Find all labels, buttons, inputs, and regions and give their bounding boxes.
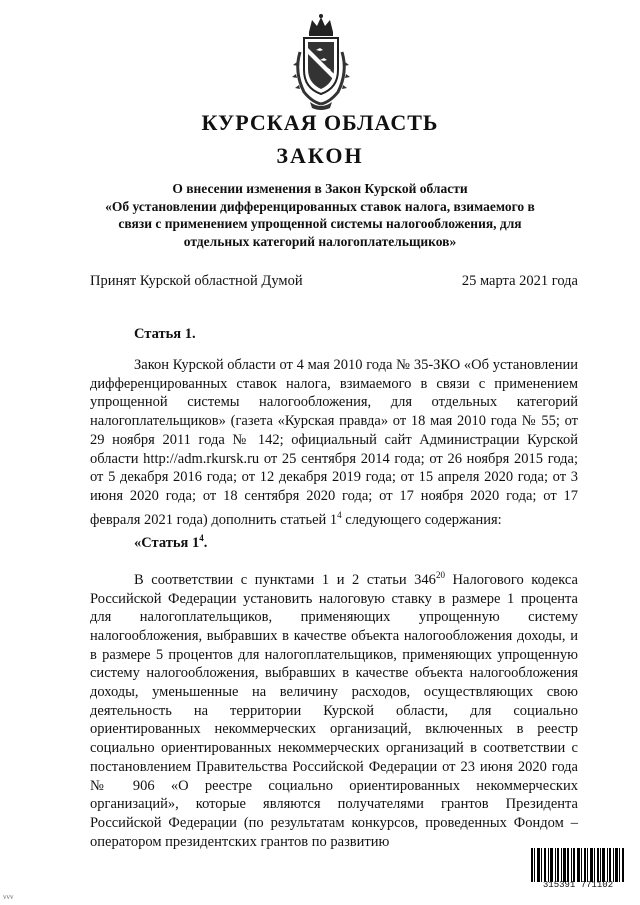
law-title-line: «Об установлении дифференцированных ставок налога, взимаемого в bbox=[105, 198, 535, 214]
barcode-number: 315391 771102 bbox=[542, 880, 614, 890]
new-article-suffix: . bbox=[203, 534, 208, 551]
adopted-by: Принят Курской областной Думой bbox=[90, 273, 303, 289]
article-paragraph-2 bbox=[90, 566, 578, 851]
law-title-line: отдельных категорий налогоплательщиков» bbox=[183, 233, 457, 249]
article-ref-number: 1 bbox=[329, 511, 338, 528]
barcode-icon bbox=[531, 848, 625, 882]
paragraph-rest: Налогового кодекса Российской Федерации установить налоговую ставку в размере 1 процента для налогоплательщиков, применяющих упрощенную систему налогообложения, выбравших в качестве объекта налогообложения доходы, и в размере 5 процентов для налогоплательщиков, применяющих упрощенную систему налогообложения, выбравших в качестве объекта налогообложения доходы, уменьшенные на величину расходов, осуществляющих свою деятельность на территории Курской области, для социально ориентированных некоммерческих организаций, включенных в реестр социально ориентированных некоммерческих организаций в соответствии с постановлением Правительства Российской Федерации от 23 июня 2020 года № 906 «О реестре социально ориентированных некоммерческих организаций», которые являются получателями грантов Президента Российской Федерации (по результатам конкурсов, проведенных Фондом – оператором президентских грантов по развитию bbox=[90, 571, 578, 850]
margin-mark: vvv bbox=[3, 893, 14, 901]
coat-of-arms-icon bbox=[290, 12, 352, 112]
new-article-prefix: «Статья 1 bbox=[134, 534, 200, 551]
law-title-line: связи с применением упрощенной системы налогообложения, для bbox=[118, 216, 522, 231]
new-article-heading bbox=[90, 529, 578, 553]
paragraph-start: В соответствии с пунктами 1 и 2 статьи 346 bbox=[134, 571, 436, 588]
law-title bbox=[60, 180, 580, 250]
article-heading: Статья 1. bbox=[134, 326, 196, 342]
law-title-line: О внесении изменения в Закон Курской области bbox=[172, 181, 468, 196]
article-ref-sup: 4 bbox=[337, 509, 342, 520]
article-paragraph-1 bbox=[90, 356, 578, 553]
paragraph-text bbox=[90, 356, 578, 529]
region-heading: КУРСКАЯ ОБЛАСТЬ bbox=[201, 110, 439, 135]
paragraph-body: Закон Курской области от 4 мая 2010 года № 35-ЗКО «Об установлении дифференцированных ставок налога, взимаемого в связи с применением упрощенной системы налогообложения, для отдельных категорий налогоплательщиков» (газета «Курская правда» от 18 мая 2010 года № 55; от 29 ноября 2011 года № 142; официальный сайт Администрации Курской области http://adm.rkursk.ru от 25 сентября 2014 года; от 26 ноября 2015 года; от 5 декабря 2016 года; от 12 декабря 2019 года; от 15 апреля 2020 года; от 3 июня 2020 года; от 18 сентября 2020 года; от 17 ноября 2020 года; от 17 февраля 2021 года) дополнить статьей bbox=[90, 357, 578, 528]
law-heading: ЗАКОН bbox=[276, 143, 364, 168]
adopted-date: 25 марта 2021 года bbox=[461, 273, 578, 289]
paragraph-sup: 20 bbox=[435, 570, 445, 580]
new-article-sup: 4 bbox=[199, 533, 204, 544]
paragraph-tail: следующего содержания: bbox=[341, 511, 502, 528]
paragraph-text bbox=[90, 566, 578, 851]
